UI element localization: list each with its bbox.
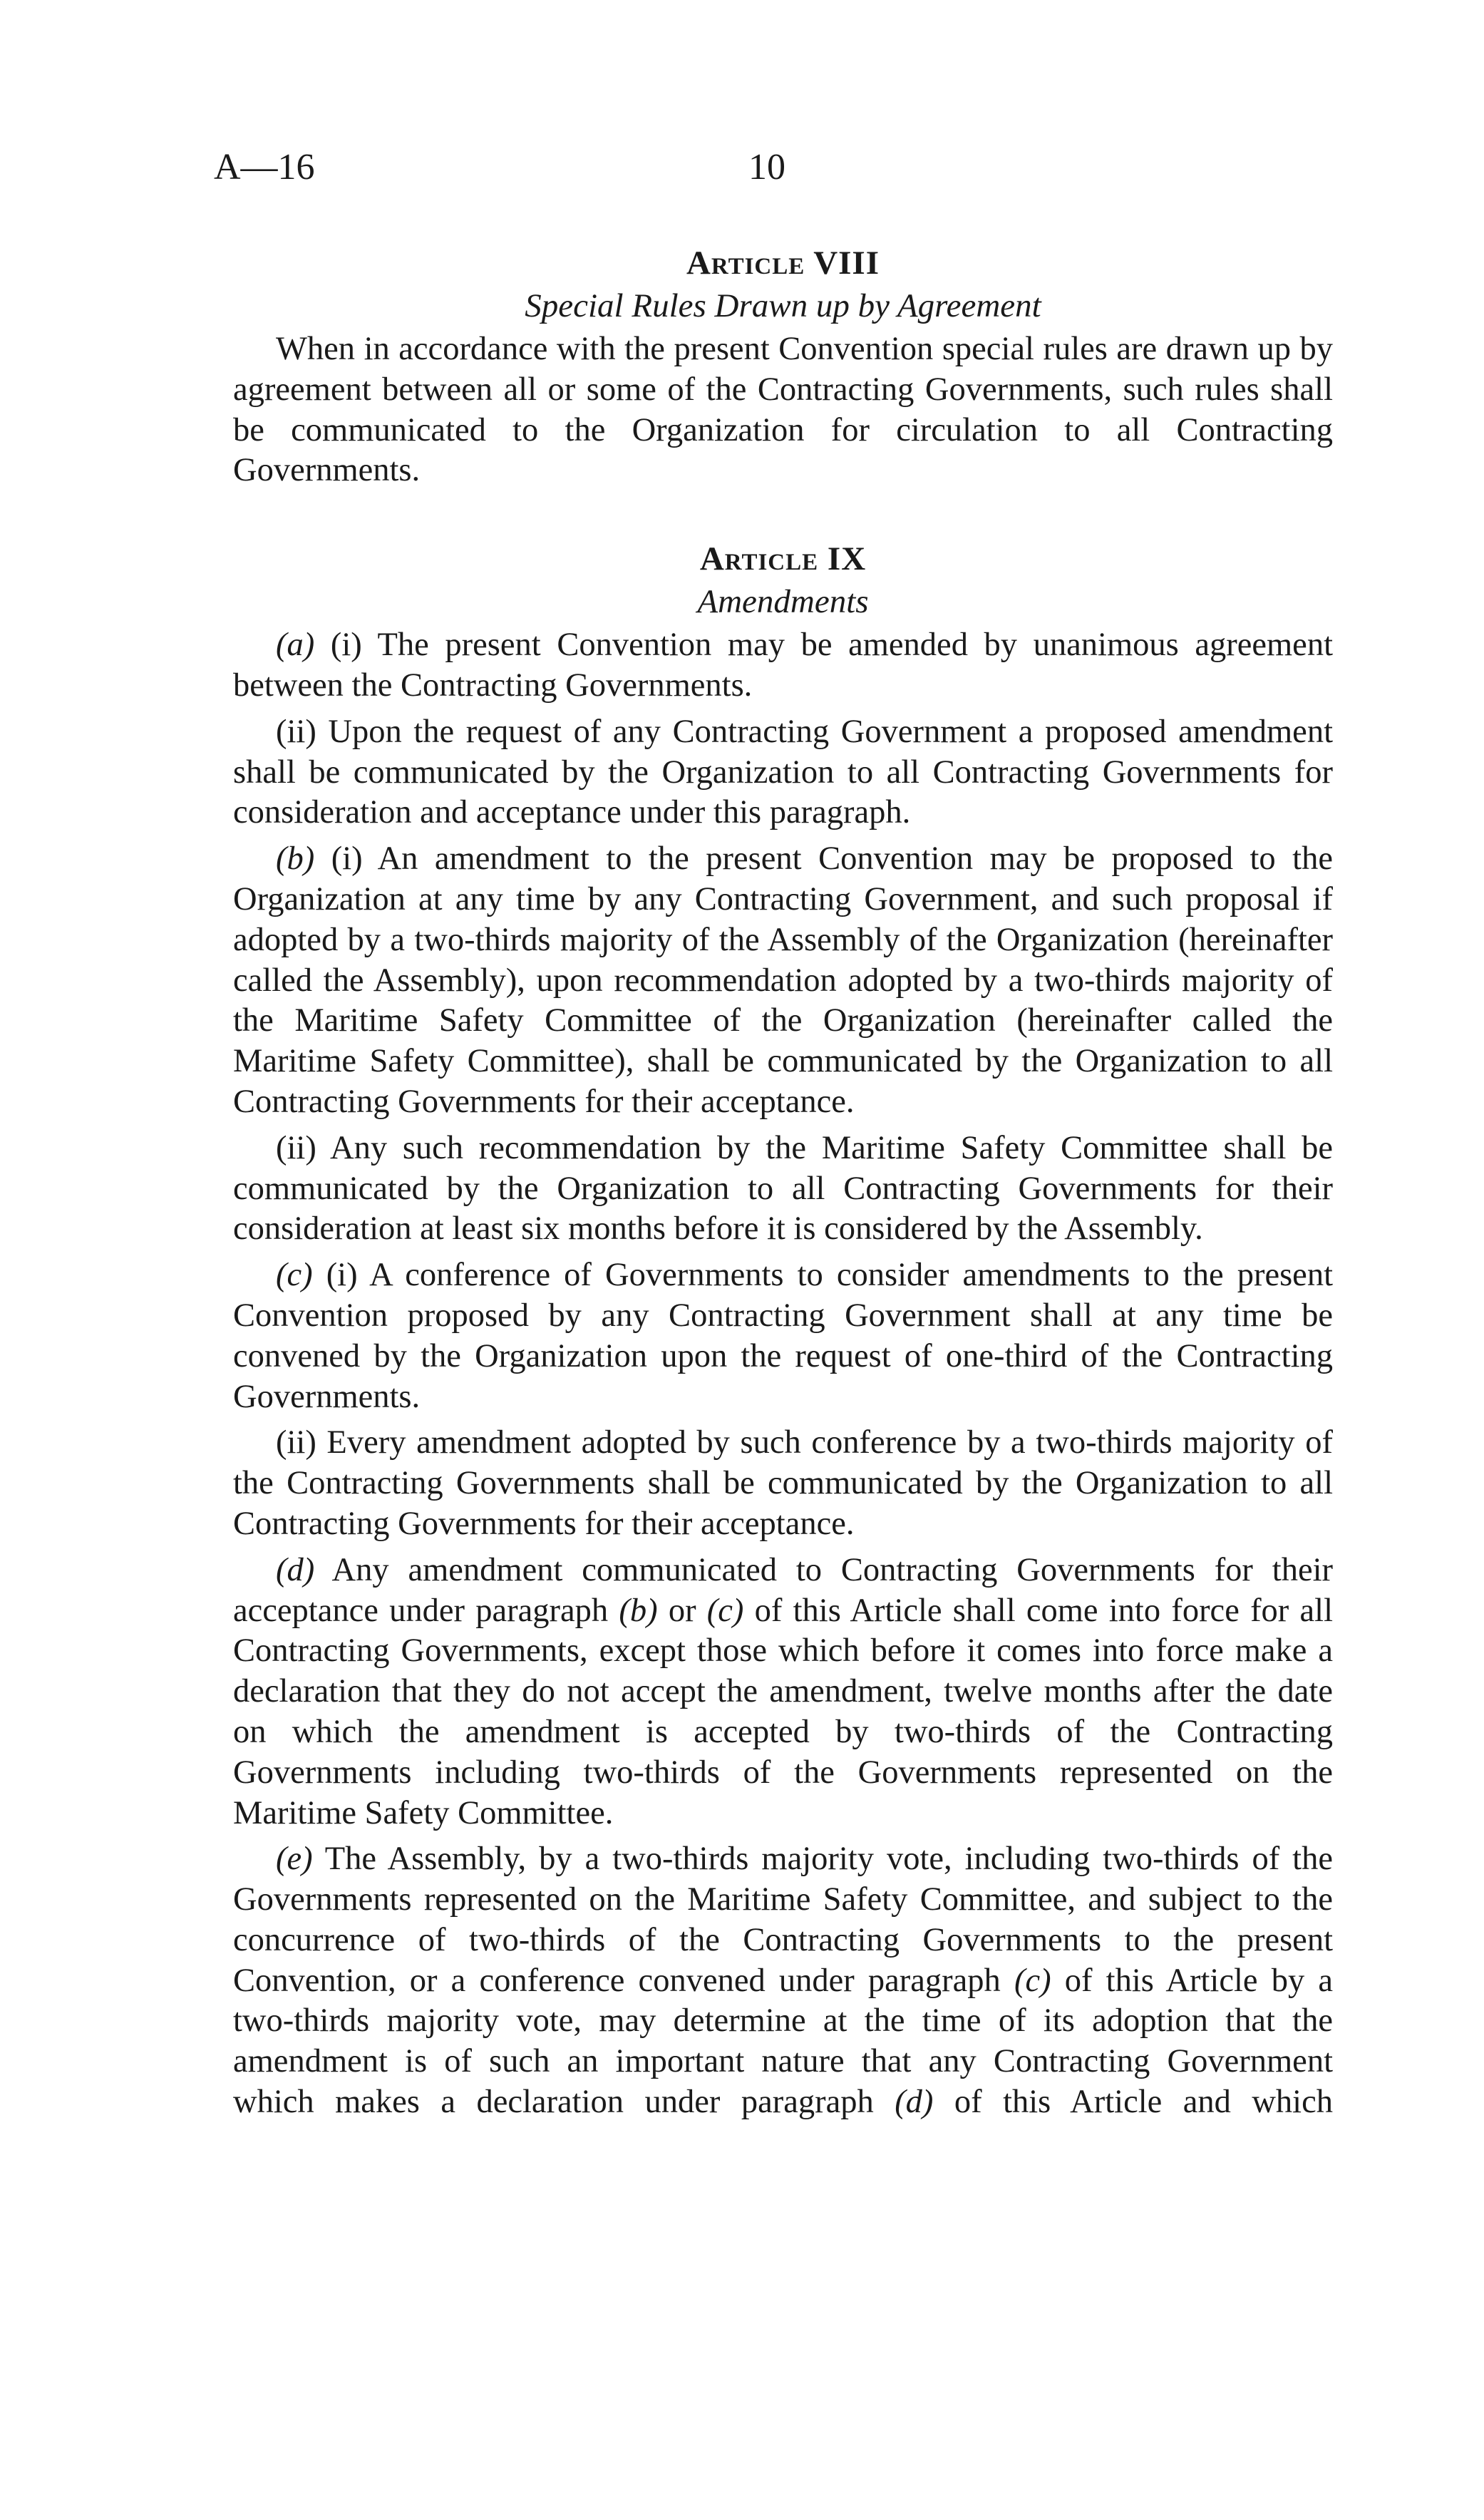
paragraph-b-i-text: (i) An amendment to the present Convention may be proposed to the Organization at any time by any Contracting Government, and such proposal if adopted by a two-thirds majority of the Assembly of the Organization (hereinafter called the Assembly), upon recommendation adopted by a two-thirds majority of the Maritime Safety Committee of the Organization (hereinafter called the Maritime Safety Committee), shall be communicated by the Organization to all Contracting Governments for their acceptance.	[233, 840, 1333, 1120]
article-spacer	[233, 497, 1333, 538]
paragraph-marker-c: (c)	[276, 1257, 313, 1294]
paragraph-marker-e: (e)	[276, 1841, 313, 1878]
document-id: A—16	[214, 147, 315, 187]
paragraph-c-ii: (ii) Every amendment adopted by such conference by a two-thirds majority of the Contracting Governments shall be communicated by the Organization to all Contracting Governments for their acceptance.	[233, 1424, 1333, 1542]
paragraph-e	[233, 1839, 1333, 2123]
paragraph-e-ref-d: (d)	[895, 2084, 934, 2121]
article-viii-paragraph: When in accordance with the present Convention special rules are drawn up by agreement between all or some of the Contracting Governments, such rules shall be communicated to the Organization for circulation to all Contracting Governments.	[233, 331, 1333, 489]
paragraph-c-i-text: (i) A conference of Governments to consider amendments to the present Convention proposed by any Contracting Government shall at any time be convened by the Organization upon the request of one-third of the Contracting Governments.	[233, 1257, 1333, 1415]
paragraph-d-ref-c: (c)	[706, 1592, 744, 1629]
paragraph-a-i-text: (i) The present Convention may be amended by unanimous agreement between the Contracting Governments.	[233, 627, 1333, 704]
page-body	[233, 242, 1333, 2129]
paragraph-b-ii: (ii) Any such recommendation by the Maritime Safety Committee shall be communicated by the Organization to all Contracting Governments for their consideration at least six months before it is considered by the Assembly.	[233, 1129, 1333, 1248]
article-ix-subtitle: Amendments	[697, 583, 869, 621]
paragraph-d-text-1: Any amendment communicated to Contracting Governments for their acceptance under paragraph	[233, 1551, 1333, 1629]
paragraph-c-i	[233, 1255, 1333, 1417]
article-ix	[233, 538, 1333, 2123]
page-header	[214, 146, 1340, 196]
paragraph-marker-a: (a)	[276, 627, 315, 664]
paragraph-d	[233, 1550, 1333, 1834]
paragraph-d-text-3: of this Article shall come into force for all Contracting Governments, except those which before it comes into force make a declaration that they do not accept the amendment, twelve months after the date on which the amendment is accepted by two-thirds of the Contracting Governments including two-thirds of the Governments represented on the Maritime Safety Committee.	[233, 1592, 1333, 1831]
paragraph-d-text-2: or	[657, 1592, 707, 1629]
paragraph-a-ii: (ii) Upon the request of any Contracting Government a proposed amendment shall be communicated by the Organization to all Contracting Governments for consideration and acceptance under this paragraph.	[233, 713, 1333, 831]
paragraph-e-text-3: of this Article and which	[933, 2084, 1333, 2121]
paragraph-e-text-2: of this Article by a two-thirds majority vote, may determine at the time of its adoption that the amendment is of such an important nature that any Contracting Government which makes a declaration under paragraph	[233, 1962, 1334, 2121]
paragraph-b-i	[233, 839, 1333, 1123]
paragraph-e-ref-c: (c)	[1014, 1962, 1051, 1999]
article-viii-subtitle: Special Rules Drawn up by Agreement	[525, 287, 1041, 324]
paragraph-marker-d: (d)	[276, 1551, 315, 1588]
paragraph-e-text-1: The Assembly, by a two-thirds majority vote, including two-thirds of the Governments represented on the Maritime Safety Committee, and subject to the concurrence of two-thirds of the Contracting Governments to the present Convention, or a conference convened under paragraph	[233, 1841, 1333, 1999]
paragraph-a-i	[233, 625, 1333, 706]
article-viii	[233, 242, 1333, 491]
paragraph-d-ref-b: (b)	[619, 1592, 658, 1629]
article-viii-title: Article VIII	[686, 245, 880, 282]
paragraph-marker-b: (b)	[276, 840, 315, 878]
article-ix-title: Article IX	[699, 540, 867, 578]
page-number: 10	[748, 147, 785, 187]
